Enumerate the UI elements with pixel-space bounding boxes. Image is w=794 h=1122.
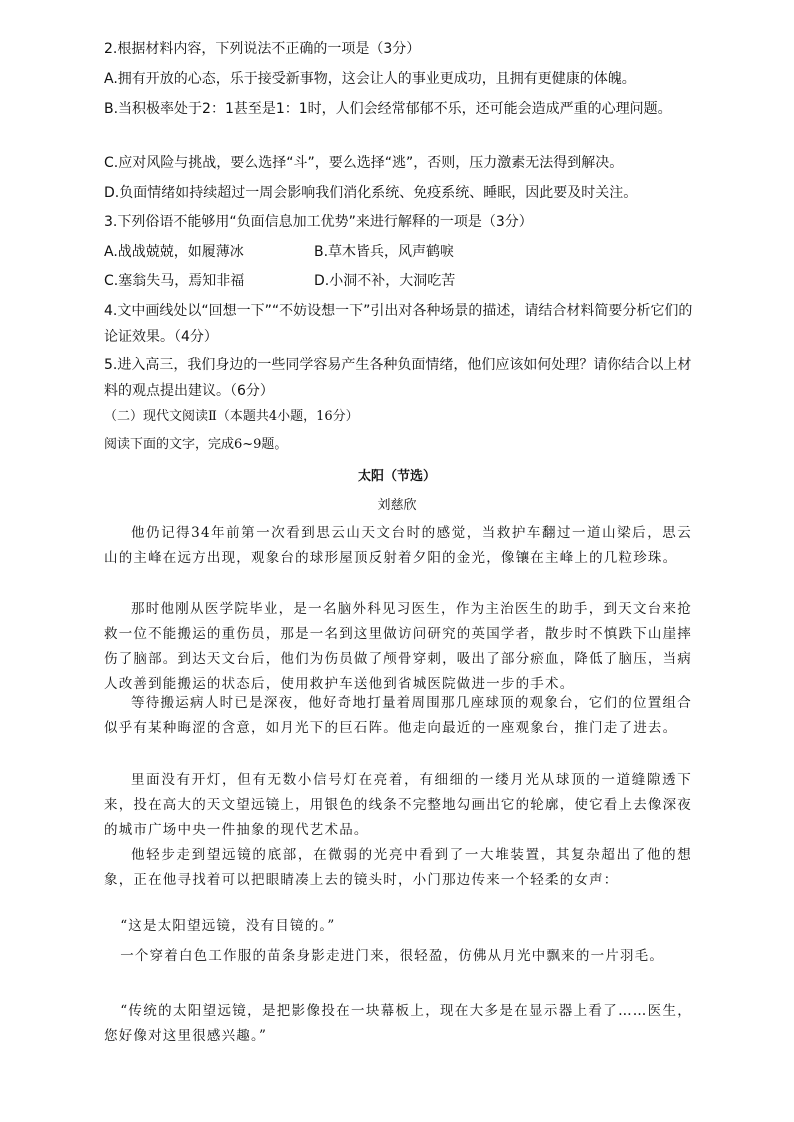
article-paragraph-8: “传统的太阳望远镜，是把影像投在一块幕板上，现在大多是在显示器上看了……医生，您好像对这里很感兴趣。”: [104, 1003, 692, 1044]
section-heading: （二）现代文阅读Ⅱ（本题共4小题，16分）: [104, 409, 359, 424]
question-2-option-b: B.当积极率处于2：1甚至是1：1时，人们会经常郁郁不乐，还可能会造成严重的心理问题。: [104, 101, 672, 117]
article-paragraph-1: 他仍记得34年前第一次看到思云山天文台时的感觉，当救护车翻过一道山梁后，思云山的主峰在远方出现，观象台的球形屋顶反射着夕阳的金光，像镶在主峰上的几粒珍珠。: [104, 525, 692, 566]
question-2-option-a: A.拥有开放的心态，乐于接受新事物，这会让人的事业更成功，且拥有更健康的体魄。: [104, 71, 636, 87]
article-paragraph-4: 里面没有开灯，但有无数小信号灯在亮着，有细细的一缕月光从球顶的一道缝隙透下来，投在高大的天文望远镜上，用银色的线条不完整地勾画出它的轮廓，使它看上去像深夜的城市广场中央一件抽象的现代艺术品。: [104, 772, 692, 838]
article-title: 太阳（节选）: [357, 469, 436, 484]
question-3-option-a: A.战战兢兢，如履薄冰: [104, 244, 244, 260]
question-3-option-b: B.草木皆兵，风声鹤唳: [314, 244, 455, 260]
question-2-option-c: C.应对风险与挑战，要么选择“斗”，要么选择“逃”，否则，压力激素无法得到解决。: [104, 155, 624, 171]
question-3-option-c: C.塞翁失马，焉知非福: [104, 273, 245, 289]
section-instruction: 阅读下面的文字，完成6~9题。: [104, 437, 288, 452]
article-paragraph-7: 一个穿着白色工作服的苗条身影走进门来，很轻盈，仿佛从月光中飘来的一片羽毛。: [120, 948, 665, 964]
question-4: 4.文中画线处以“回想一下”“不妨设想一下”引出对各种场景的描述，请结合材料简要分析它们的论证效果。（4分）: [104, 303, 693, 345]
question-2: 2.根据材料内容，下列说法不正确的一项是（3分）: [104, 41, 421, 57]
question-2-option-d: D.负面情绪如持续超过一周会影响我们消化系统、免疫系统、睡眠，因此要及时关注。: [104, 185, 638, 201]
article-paragraph-5: 他轻步走到望远镜的底部，在微弱的光亮中看到了一大堆装置，其复杂超出了他的想象，正在他寻找着可以把眼睛凑上去的镜头时，小门那边传来一个轻柔的女声：: [104, 847, 692, 888]
question-5: 5.进入高三，我们身边的一些同学容易产生各种负面情绪，他们应该如何处理？请你结合以上材料的观点提出建议。（6分）: [104, 357, 692, 399]
article-paragraph-6: “这是太阳望远镜，没有目镜的。”: [120, 918, 336, 934]
article-author: 刘慈欣: [377, 498, 417, 513]
question-3-option-d: D.小洞不补，大洞吃苦: [314, 273, 456, 289]
article-paragraph-2: 那时他刚从医学院毕业，是一名脑外科见习医生，作为主治医生的助手，到天文台来抢救一位不能搬运的重伤员，那是一名到这里做访问研究的英国学者，散步时不慎跌下山崖摔伤了脑部。到达天文台后，他们为伤员做了颅骨穿刺，吸出了部分瘀血，降低了脑压，当病人改善到能搬运的状态后，使用救护车送他到省城医院做进一步的手术。: [104, 601, 692, 692]
article-paragraph-3: 等待搬运病人时已是深夜，他好奇地打量着周围那几座球顶的观象台，它们的位置组合似乎有某种晦涩的含意，如月光下的巨石阵。他走向最近的一座观象台，推门走了进去。: [104, 695, 692, 736]
question-3: 3.下列俗语不能够用“负面信息加工优势”来进行解释的一项是（3分）: [104, 214, 533, 230]
